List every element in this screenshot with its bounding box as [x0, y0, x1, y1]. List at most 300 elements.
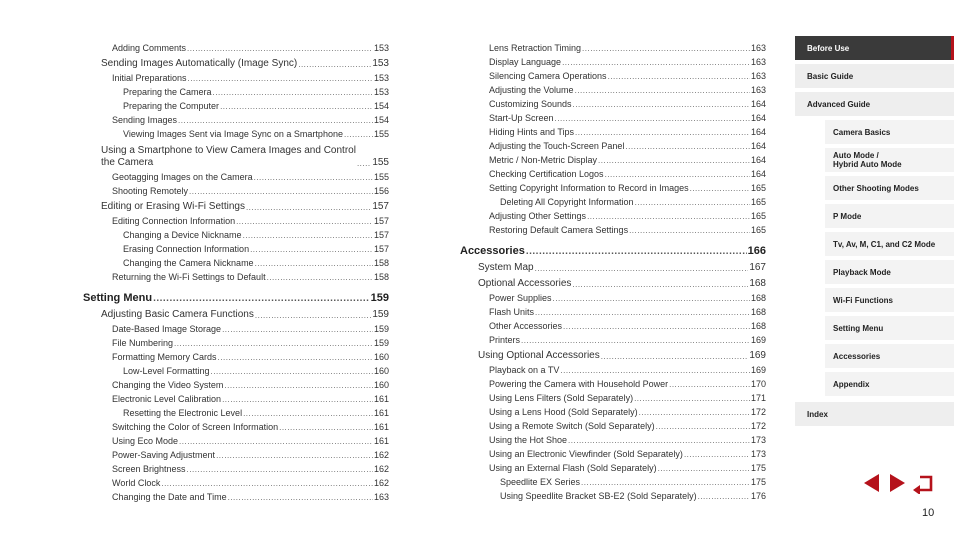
page-number: 10: [922, 507, 935, 519]
toc-entry-label: Playback on a TV: [489, 365, 560, 375]
toc-entry[interactable]: [83, 183, 389, 197]
toc-page-number: 162: [373, 450, 389, 460]
toc-entry[interactable]: [460, 304, 766, 318]
toc-entry[interactable]: [83, 475, 389, 489]
dot-leader: [246, 203, 371, 213]
arrow-left-icon[interactable]: [860, 472, 882, 494]
toc-entry-label: Hiding Hints and Tips: [489, 127, 575, 137]
toc-page-number: 163: [750, 43, 766, 53]
toc-entry-label: Start-Up Screen: [489, 113, 554, 123]
toc-entry-label: Printers: [489, 335, 521, 345]
sidebar-subitem-line: P Mode: [833, 211, 862, 221]
dot-leader: [572, 280, 748, 290]
toc-page-number: 164: [750, 141, 766, 151]
toc-entry[interactable]: [83, 112, 389, 126]
advanced-guide-subitems: [795, 120, 954, 396]
toc-page-number: 168: [749, 278, 766, 289]
sidebar-subitem-line: Wi-Fi Functions: [833, 295, 893, 305]
toc-page-number: 163: [750, 57, 766, 67]
toc-entry[interactable]: [83, 70, 389, 84]
toc-page-number: 172: [750, 407, 766, 417]
toc-entry-label: Shooting Remotely: [112, 186, 189, 196]
toc-page-number: 154: [373, 115, 389, 125]
toc-page-number: 165: [750, 197, 766, 207]
toc-entry-label: Viewing Images Sent via Image Sync on a Smartphone: [123, 129, 343, 139]
toc-entry-label: Using the Hot Shoe: [489, 435, 568, 445]
toc-entry-label: Initial Preparations: [112, 73, 187, 83]
toc-page-number: 153: [373, 73, 389, 83]
sidebar-subitem-label: [833, 352, 880, 361]
toc-entry[interactable]: [83, 405, 389, 419]
toc-page-number: 157: [372, 201, 389, 212]
toc-page-number: 155: [372, 157, 389, 168]
dot-leader: [629, 226, 750, 236]
toc-entry[interactable]: [83, 321, 389, 335]
toc-page-number: 163: [750, 85, 766, 95]
toc-page-number: 168: [750, 293, 766, 303]
toc-entry[interactable]: [460, 239, 766, 257]
dot-leader: [179, 437, 373, 447]
toc-entry[interactable]: [83, 169, 389, 183]
toc-page-number: 161: [373, 436, 389, 446]
tab-label: Advanced Guide: [807, 99, 871, 109]
toc-entry-label: Adjusting Other Settings: [489, 211, 587, 221]
toc-entry[interactable]: [460, 332, 766, 346]
toc-page-number: 164: [750, 113, 766, 123]
toc-entry[interactable]: [460, 208, 766, 222]
toc-page-number: 161: [373, 394, 389, 404]
toc-entry-label: Powering the Camera with Household Power: [489, 379, 669, 389]
toc-entry-label: Adjusting Basic Camera Functions: [101, 309, 254, 320]
toc-entry[interactable]: [83, 447, 389, 461]
toc-entry-label: Adding Comments: [112, 43, 187, 53]
toc-column-right: [460, 40, 766, 502]
toc-entry[interactable]: [460, 460, 766, 474]
toc-entry[interactable]: [460, 40, 766, 54]
sidebar-subitem[interactable]: [825, 372, 954, 396]
toc-page-number: 157: [373, 216, 389, 226]
toc-entry-label: Other Accessories: [489, 321, 563, 331]
dot-leader: [669, 380, 750, 390]
toc-page-number: 160: [373, 380, 389, 390]
dot-leader: [250, 245, 373, 255]
toc-entry[interactable]: [460, 222, 766, 236]
dot-leader: [555, 114, 750, 124]
toc-page-number: 162: [373, 478, 389, 488]
toc-entry-label: Using Lens Filters (Sold Separately): [489, 393, 634, 403]
toc-entry-label: Power Supplies: [489, 293, 552, 303]
toc-entry-label-line: the Camera: [101, 157, 154, 168]
toc-entry[interactable]: [83, 377, 389, 391]
toc-page-number: 169: [750, 335, 766, 345]
dot-leader: [161, 479, 373, 489]
dot-leader: [224, 381, 373, 391]
toc-entry[interactable]: [83, 241, 389, 255]
toc-entry-label: Metric / Non-Metric Display: [489, 155, 598, 165]
sidebar-subitem-label: [833, 151, 902, 169]
dot-leader: [187, 465, 373, 475]
toc-entry-label: Setting Menu: [83, 292, 153, 304]
toc-page-number: 153: [373, 43, 389, 53]
toc-entry-label: Date-Based Image Storage: [112, 324, 222, 334]
toc-column-left: [83, 40, 389, 503]
tab-advanced-guide[interactable]: [795, 92, 954, 116]
toc-entry[interactable]: [83, 419, 389, 433]
dot-leader: [608, 72, 750, 82]
toc-page-number: 166: [747, 245, 766, 257]
sidebar-subitem[interactable]: [825, 316, 954, 340]
dot-leader: [601, 352, 749, 362]
sidebar-subitem-label: [833, 296, 893, 305]
toc-entry-label: Preparing the Camera: [123, 87, 212, 97]
toc-entry-label: Changing the Camera Nickname: [123, 258, 254, 268]
toc-entry-label: Using Eco Mode: [112, 436, 179, 446]
toc-entry[interactable]: [83, 126, 389, 140]
toc-page-number: 165: [750, 183, 766, 193]
toc-entry-label: Using Optional Accessories: [478, 350, 600, 361]
sidebar-subitem-label: [833, 240, 935, 249]
sidebar-subitem-label: [833, 268, 891, 277]
toc-page-number: 159: [373, 338, 389, 348]
sidebar-subitem-line: Other Shooting Modes: [833, 183, 919, 193]
toc-entry-label: Sending Images: [112, 115, 178, 125]
dot-leader: [178, 116, 373, 126]
toc-entry[interactable]: [460, 488, 766, 502]
toc-entry[interactable]: [460, 96, 766, 110]
toc-entry[interactable]: [83, 227, 389, 241]
dot-leader: [187, 44, 373, 54]
dot-leader: [656, 422, 750, 432]
dot-leader: [598, 156, 750, 166]
dot-leader: [174, 339, 373, 349]
toc-entry[interactable]: [460, 54, 766, 68]
dot-leader: [582, 44, 750, 54]
toc-entry-label: Using an Electronic Viewfinder (Sold Separately): [489, 449, 683, 459]
toc-page-number: 161: [373, 408, 389, 418]
toc-entry[interactable]: [83, 391, 389, 405]
dot-leader: [625, 142, 750, 152]
tab-label: Index: [807, 409, 828, 419]
dot-leader: [243, 409, 373, 419]
toc-page-number: 167: [749, 262, 766, 273]
toc-page-number: 153: [372, 58, 389, 69]
toc-entry[interactable]: [83, 269, 389, 283]
toc-entry[interactable]: [460, 82, 766, 96]
dot-leader: [639, 408, 750, 418]
toc-entry[interactable]: [83, 335, 389, 349]
toc-page-number: 171: [750, 393, 766, 403]
toc-entry-label: Silencing Camera Operations: [489, 71, 607, 81]
sidebar-subitem-line: Appendix: [833, 379, 870, 389]
toc-page-number: 160: [373, 352, 389, 362]
toc-page-number: 157: [373, 230, 389, 240]
toc-page-number: 158: [373, 272, 389, 282]
page-navigation: [860, 472, 934, 494]
toc-entry[interactable]: [460, 418, 766, 432]
toc-entry-label: System Map: [478, 262, 534, 273]
sidebar-subitem-label: [833, 212, 861, 221]
sidebar-subitem[interactable]: [825, 260, 954, 284]
toc-page-number: 165: [750, 211, 766, 221]
toc-entry[interactable]: [460, 180, 766, 194]
toc-entry-label: [101, 145, 356, 169]
toc-entry-label: Sending Images Automatically (Image Sync): [101, 58, 298, 69]
dot-leader: [218, 353, 373, 363]
toc-entry-label: Adjusting the Touch-Screen Panel: [489, 141, 625, 151]
dot-leader: [562, 58, 750, 68]
toc-page-number: 169: [749, 350, 766, 361]
toc-page-number: 162: [373, 464, 389, 474]
sidebar-subitem[interactable]: [825, 232, 954, 256]
sidebar-subitem-line: Auto Mode /: [833, 151, 879, 160]
dot-leader: [535, 264, 749, 274]
toc-entry[interactable]: [83, 213, 389, 227]
dot-leader: [255, 259, 373, 269]
toc-entry[interactable]: [460, 166, 766, 180]
toc-entry[interactable]: [83, 84, 389, 98]
toc-entry-label: Geotagging Images on the Camera: [112, 172, 253, 182]
sidebar-subitem-line: Accessories: [833, 351, 881, 361]
toc-page-number: 165: [750, 225, 766, 235]
toc-entry-label: Lens Retraction Timing: [489, 43, 582, 53]
toc-entry-label: Speedlite EX Series: [500, 477, 581, 487]
toc-entry-label: Power-Saving Adjustment: [112, 450, 216, 460]
dot-leader: [220, 102, 373, 112]
dot-leader: [153, 294, 370, 304]
dot-leader: [605, 170, 750, 180]
dot-leader: [690, 184, 750, 194]
toc-entry[interactable]: [83, 363, 389, 377]
toc-page-number: 163: [373, 492, 389, 502]
toc-page-number: 158: [373, 258, 389, 268]
toc-entry[interactable]: [460, 290, 766, 304]
dot-leader: [222, 395, 373, 405]
dot-leader: [684, 450, 750, 460]
toc-entry[interactable]: [460, 347, 766, 362]
dot-leader: [298, 60, 371, 70]
dot-leader: [560, 366, 750, 376]
toc-entry[interactable]: [460, 474, 766, 488]
tab-label: Basic Guide: [807, 71, 854, 81]
tab-label: Before Use: [807, 43, 850, 53]
toc-page-number: 159: [372, 309, 389, 320]
toc-entry[interactable]: [83, 349, 389, 363]
toc-entry[interactable]: [460, 259, 766, 274]
toc-entry-label: Electronic Level Calibration: [112, 394, 222, 404]
toc-page-number: 168: [750, 307, 766, 317]
toc-page-number: 170: [750, 379, 766, 389]
toc-entry-label: Using a Remote Switch (Sold Separately): [489, 421, 655, 431]
toc-page-number: 168: [750, 321, 766, 331]
toc-entry-label: Checking Certification Logos: [489, 169, 604, 179]
toc-entry[interactable]: [460, 275, 766, 290]
dot-leader: [211, 367, 373, 377]
toc-entry[interactable]: [83, 198, 389, 213]
toc-entry[interactable]: [83, 98, 389, 112]
toc-entry[interactable]: [83, 40, 389, 54]
toc-page-number: 155: [373, 172, 389, 182]
toc-page-number: 163: [750, 71, 766, 81]
toc-entry-label-line: Using a Smartphone to View Camera Images and Control: [101, 145, 356, 156]
dot-leader: [563, 322, 750, 332]
toc-entry-label: Low-Level Formatting: [123, 366, 210, 376]
toc-entry-label: Customizing Sounds: [489, 99, 572, 109]
toc-page-number: 159: [370, 292, 389, 304]
toc-entry[interactable]: [460, 446, 766, 460]
toc-entry[interactable]: [83, 255, 389, 269]
toc-page-number: 155: [373, 129, 389, 139]
sidebar-subitem-line: Tv, Av, M, C1, and C2 Mode: [833, 239, 936, 249]
dot-leader: [255, 311, 371, 321]
dot-leader: [535, 308, 750, 318]
toc-entry[interactable]: [460, 124, 766, 138]
dot-leader: [254, 173, 373, 183]
toc-entry-label: Deleting All Copyright Information: [500, 197, 634, 207]
toc-page-number: 156: [373, 186, 389, 196]
dot-leader: [521, 336, 750, 346]
toc-entry[interactable]: [83, 286, 389, 304]
sidebar-subitem-label: [833, 324, 883, 333]
toc-page-number: 164: [750, 155, 766, 165]
toc-page-number: 153: [373, 87, 389, 97]
sidebar-subitem-label: [833, 128, 890, 137]
arrow-right-icon[interactable]: [887, 472, 909, 494]
tab-index[interactable]: [795, 402, 954, 426]
toc-entry-label: Changing the Video System: [112, 380, 224, 390]
dot-leader: [568, 436, 750, 446]
sidebar-subitem[interactable]: [825, 288, 954, 312]
toc-page-number: 160: [373, 366, 389, 376]
toc-entry-label: Screen Brightness: [112, 464, 186, 474]
toc-entry-label: Flash Units: [489, 307, 535, 317]
return-arrow-icon[interactable]: [912, 472, 934, 494]
toc-entry[interactable]: [83, 489, 389, 503]
toc-entry[interactable]: [460, 376, 766, 390]
toc-entry[interactable]: [460, 404, 766, 418]
toc-entry[interactable]: [83, 55, 389, 70]
toc-entry-label: Using Speedlite Bracket SB-E2 (Sold Separately): [500, 491, 697, 501]
toc-entry[interactable]: [460, 68, 766, 82]
toc-entry-label: Using a Lens Hood (Sold Separately): [489, 407, 638, 417]
toc-page-number: 157: [373, 244, 389, 254]
toc-entry[interactable]: [460, 152, 766, 166]
dot-leader: [634, 394, 750, 404]
toc-entry[interactable]: [460, 362, 766, 376]
toc-page-number: 154: [373, 101, 389, 111]
toc-entry-label: Formatting Memory Cards: [112, 352, 217, 362]
toc-page-number: 169: [750, 365, 766, 375]
toc-entry-label: World Clock: [112, 478, 161, 488]
toc-page-number: 173: [750, 449, 766, 459]
toc-entry[interactable]: [83, 461, 389, 475]
toc-entry-label: Editing Connection Information: [112, 216, 236, 226]
toc-entry-label: Setting Copyright Information to Record in Images: [489, 183, 689, 193]
dot-leader: [698, 492, 750, 502]
toc-page-number: 164: [750, 99, 766, 109]
toc-entry-label: File Numbering: [112, 338, 174, 348]
dot-leader: [222, 325, 373, 335]
toc-entry-label: Changing a Device Nickname: [123, 230, 242, 240]
dot-leader: [575, 86, 750, 96]
dot-leader: [243, 231, 373, 241]
toc-page-number: 175: [750, 477, 766, 487]
toc-entry[interactable]: [460, 194, 766, 208]
toc-page-number: 164: [750, 127, 766, 137]
sidebar-subitem[interactable]: [825, 344, 954, 368]
sidebar-subitem-line: Hybrid Auto Mode: [833, 160, 902, 169]
sidebar-subitem[interactable]: [825, 176, 954, 200]
toc-entry-label: Accessories: [460, 245, 525, 257]
dot-leader: [236, 217, 373, 227]
toc-entry[interactable]: [460, 318, 766, 332]
dot-leader: [635, 198, 750, 208]
toc-entry-label: Changing the Date and Time: [112, 492, 227, 502]
sidebar-subitem-line: Camera Basics: [833, 127, 891, 137]
dot-leader: [228, 493, 373, 503]
toc-entry-label: Restoring Default Camera Settings: [489, 225, 629, 235]
chapter-sidebar: [795, 36, 954, 430]
toc-entry[interactable]: [460, 110, 766, 124]
toc-page-number: 172: [750, 421, 766, 431]
toc-page-number: 164: [750, 169, 766, 179]
toc-page-number: 173: [750, 435, 766, 445]
toc-entry-label: Erasing Connection Information: [123, 244, 250, 254]
toc-entry[interactable]: [460, 138, 766, 152]
toc-entry[interactable]: [83, 306, 389, 321]
toc-entry[interactable]: [460, 390, 766, 404]
dot-leader: [188, 74, 373, 84]
tab-basic-guide[interactable]: [795, 64, 954, 88]
sidebar-subitem[interactable]: [825, 148, 954, 172]
toc-entry[interactable]: [460, 432, 766, 446]
dot-leader: [526, 247, 747, 257]
toc-entry-label: Switching the Color of Screen Information: [112, 422, 279, 432]
toc-page-number: 175: [750, 463, 766, 473]
sidebar-subitem-label: [833, 380, 869, 389]
toc-entry-label: Returning the Wi-Fi Settings to Default: [112, 272, 266, 282]
dot-leader: [573, 100, 750, 110]
sidebar-subitem-line: Playback Mode: [833, 267, 891, 277]
toc-entry-label: Preparing the Computer: [123, 101, 220, 111]
dot-leader: [344, 130, 373, 140]
dot-leader: [189, 187, 373, 197]
dot-leader: [216, 451, 373, 461]
toc-page-number: 161: [373, 422, 389, 432]
sidebar-subitem[interactable]: [825, 204, 954, 228]
toc-entry[interactable]: [83, 433, 389, 447]
dot-leader: [267, 273, 373, 283]
dot-leader: [658, 464, 750, 474]
sidebar-subitem[interactable]: [825, 120, 954, 144]
dot-leader: [587, 212, 750, 222]
toc-page-number: 159: [373, 324, 389, 334]
sidebar-subitem-label: [833, 184, 919, 193]
toc-entry[interactable]: [83, 141, 389, 169]
toc-entry-label: Display Language: [489, 57, 562, 67]
toc-page-number: 176: [750, 491, 766, 501]
dot-leader: [581, 478, 750, 488]
sidebar-subitem-line: Setting Menu: [833, 323, 884, 333]
dot-leader: [213, 88, 373, 98]
tab-before-use[interactable]: [795, 36, 954, 60]
toc-entry-label: Adjusting the Volume: [489, 85, 574, 95]
toc-entry-label: Optional Accessories: [478, 278, 572, 289]
toc-entry-label: Using an External Flash (Sold Separately): [489, 463, 657, 473]
dot-leader: [357, 159, 371, 169]
toc-entry-label: Editing or Erasing Wi-Fi Settings: [101, 201, 245, 212]
toc-entry-label: Resetting the Electronic Level: [123, 408, 243, 418]
dot-leader: [553, 294, 750, 304]
